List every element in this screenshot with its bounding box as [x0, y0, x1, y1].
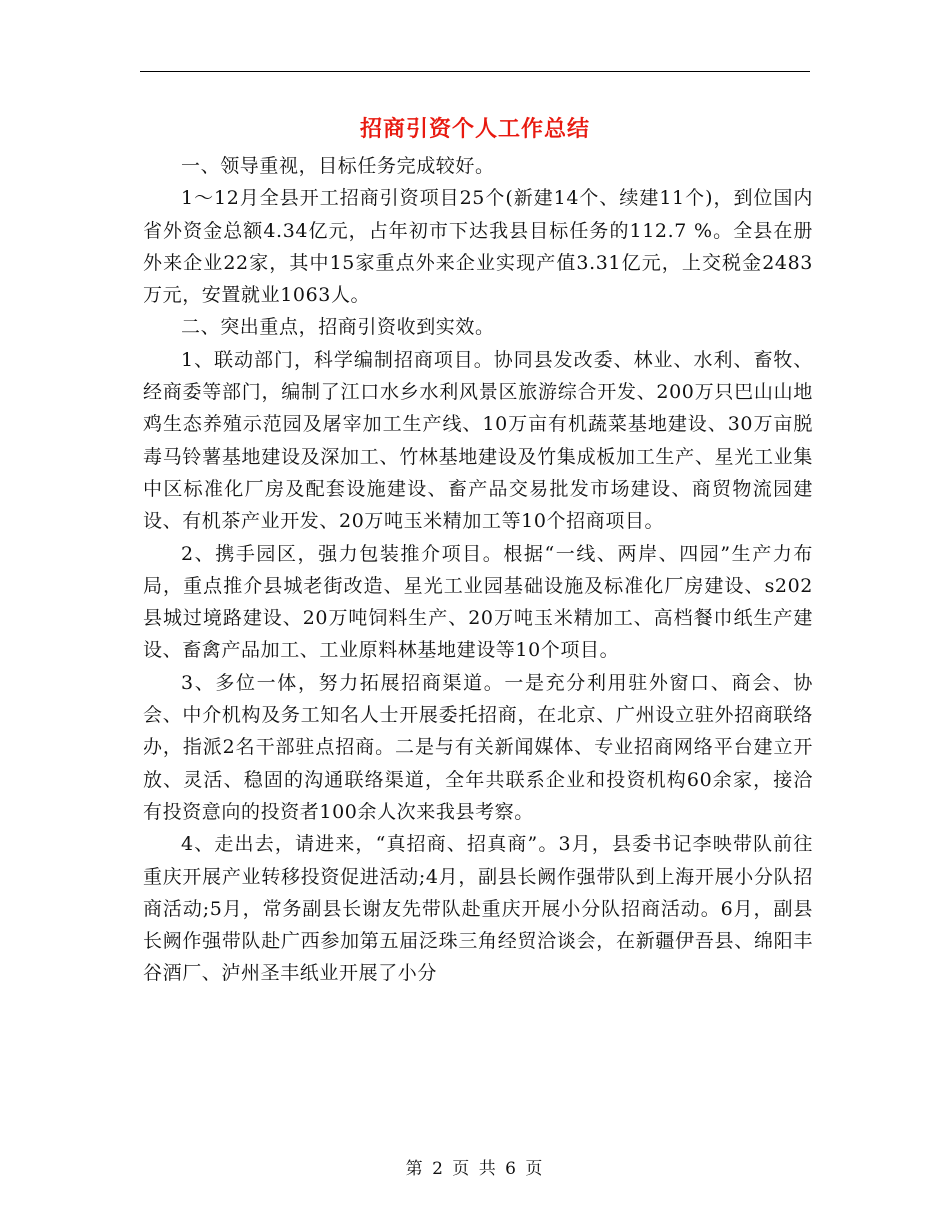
page-footer: 第 2 页 共 6 页: [405, 1159, 545, 1179]
paragraph-section-1-heading: 一、领导重视，目标任务完成较好。: [181, 155, 495, 177]
paragraph-item-1: 1、联动部门，科学编制招商项目。协同县发改委、林业、水利、畜牧、经商委等部门，编制了江口水乡水利风景区旅游综合开发、200万只巴山山地鸡生态养殖示范园及屠宰加工生产线、10万亩有机蔬菜基地建设、30万亩脱毒马铃薯基地建设及深加工、竹林基地建设及竹集成板加工生产、星光工业集中区标准化厂房及配套设施建设、畜产品交易批发市场建设、商贸物流园建设、有机茶产业开发、20万吨玉米精加工等10个招商项目。: [143, 348, 813, 533]
header-rule: [140, 71, 810, 72]
paragraph-item-3: 3、多位一体，努力拓展招商渠道。一是充分利用驻外窗口、商会、协会、中介机构及务工知名人士开展委托招商，在北京、广州设立驻外招商联络办，指派2名干部驻点招商。二是与有关新闻媒体、专业招商网络平台建立开放、灵活、稳固的沟通联络渠道，全年共联系企业和投资机构60余家，接洽有投资意向的投资者100余人次来我县考察。: [143, 671, 813, 823]
document-title: 招商引资个人工作总结: [359, 116, 590, 142]
paragraph-item-4: 4、走出去，请进来，“真招商、招真商”。3月，县委书记李映带队前往重庆开展产业转移投资促进活动;4月，副县长阙作强带队到上海开展小分队招商活动;5月，常务副县长谢友先带队赴重庆开展小分队招商活动。6月，副县长阙作强带队赴广西参加第五届泛珠三角经贸洽谈会，在新疆伊吾县、绵阳丰谷酒厂、泸州圣丰纸业开展了小分: [143, 833, 813, 985]
paragraph-section-2-heading: 二、突出重点，招商引资收到实效。: [181, 316, 495, 339]
paragraph-summary: 1～12月全县开工招商引资项目25个(新建14个、续建11个)，到位国内省外资金总额4.34亿元，占年初市下达我县目标任务的112.7 %。全县在册外来企业22家，其中15家重点外来企业实现产值3.31亿元，上交税金2483万元，安置就业1063人。: [143, 187, 813, 307]
paragraph-item-2: 2、携手园区，强力包装推介项目。根据“一线、两岸、四园”生产力布局，重点推介县城老街改造、星光工业园基础设施及标准化厂房建设、s202县城过境路建设、20万吨饲料生产、20万吨玉米精加工、高档餐巾纸生产建设、畜禽产品加工、工业原料林基地建设等10个项目。: [143, 542, 813, 662]
document-body: [143, 150, 813, 990]
